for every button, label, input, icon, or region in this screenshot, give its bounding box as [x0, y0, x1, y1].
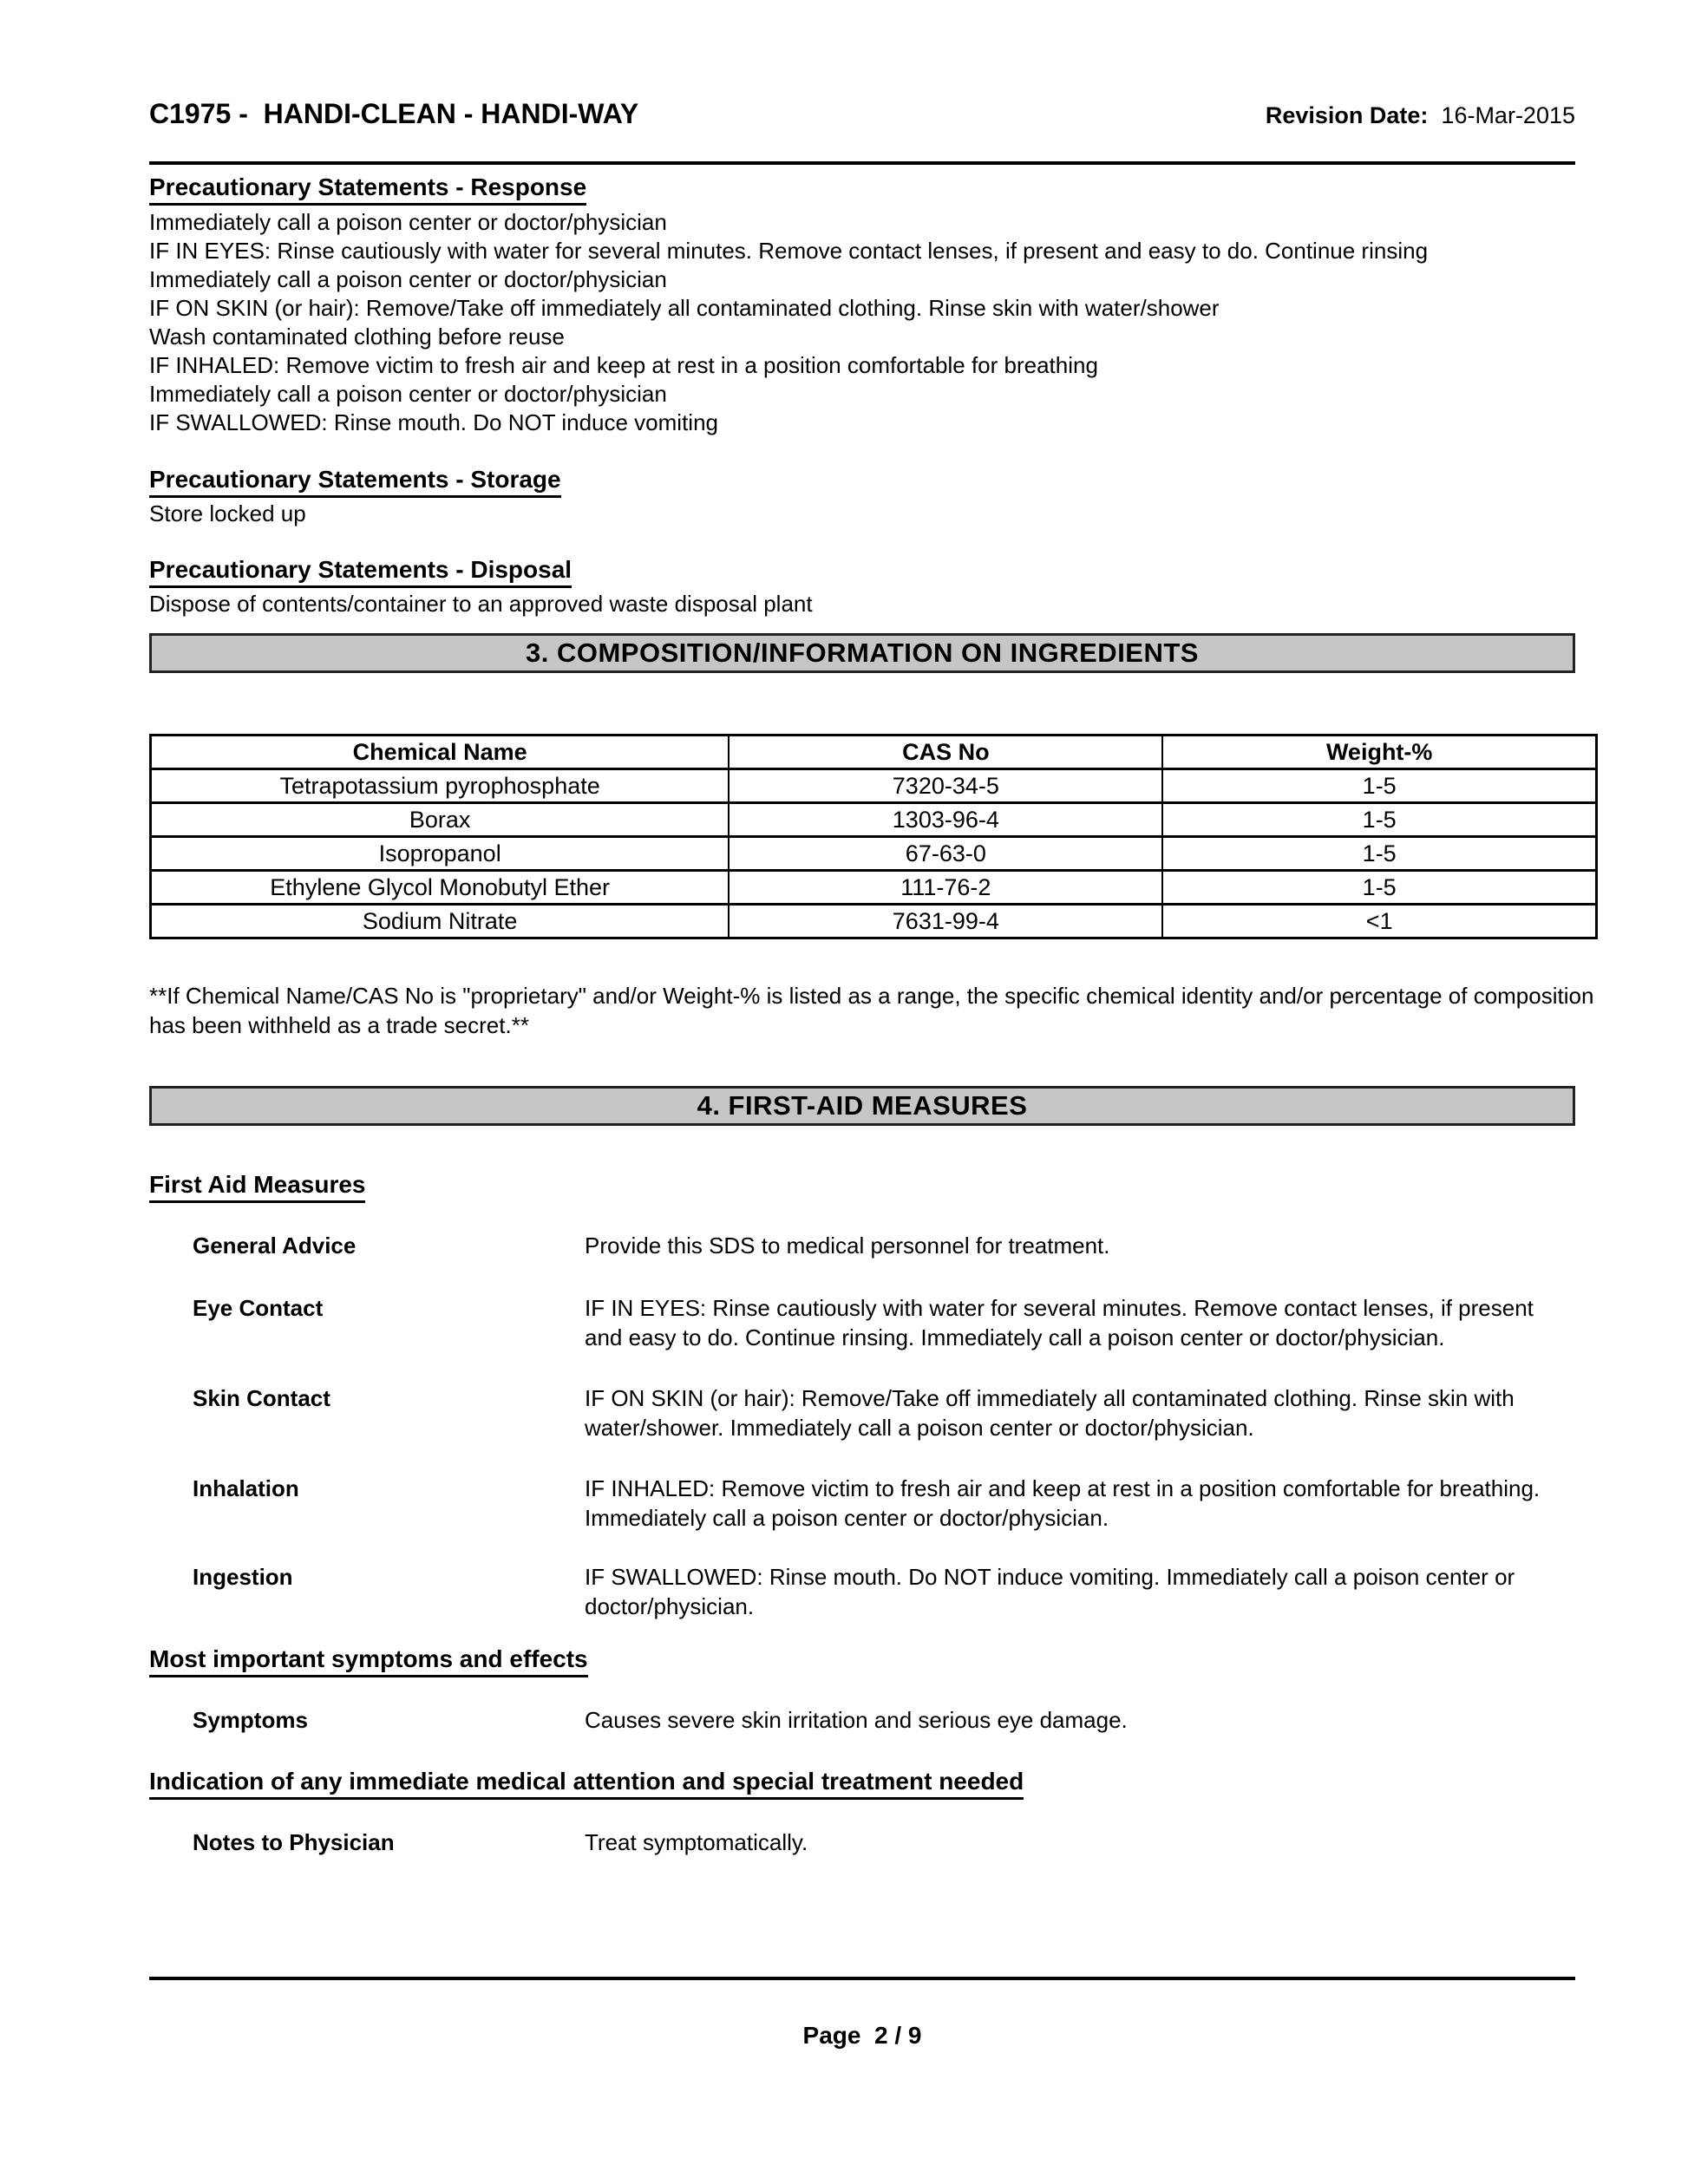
response-line: Immediately call a poison center or doctor/physician	[149, 381, 667, 407]
cell-cas-no: 111-76-2	[729, 871, 1162, 905]
cell-cas-no: 7631-99-4	[729, 905, 1162, 938]
notes-to-physician-item	[149, 1828, 1575, 1857]
cell-chemical-name: Tetrapotassium pyrophosphate	[151, 769, 730, 803]
item-label: Skin Contact	[193, 1385, 330, 1411]
response-heading: Precautionary Statements - Response	[149, 173, 586, 206]
response-line: IF IN EYES: Rinse cautiously with water for several minutes. Remove contact lenses, if present and easy to do. Continue rinsing	[149, 238, 1429, 264]
cell-chemical-name: Ethylene Glycol Monobutyl Ether	[151, 871, 730, 905]
table-row	[151, 769, 1597, 803]
first-aid-item-inhalation	[149, 1474, 1575, 1533]
cell-weight: <1	[1162, 905, 1596, 938]
header-rule	[149, 161, 1575, 165]
item-label: Symptoms	[193, 1707, 308, 1733]
cell-weight: 1-5	[1162, 837, 1596, 871]
indication-heading-row	[149, 1768, 1575, 1800]
table-header-row	[151, 736, 1597, 769]
response-line: IF SWALLOWED: Rinse mouth. Do NOT induce vomiting	[149, 409, 718, 435]
item-text: IF IN EYES: Rinse cautiously with water for several minutes. Remove contact lenses, if present and easy to do. Continue rinsing. Immediately call a poison center or doctor/physician.	[585, 1295, 1534, 1350]
revision-date-spacer	[1428, 102, 1441, 128]
first-aid-item-eye-contact	[149, 1293, 1575, 1352]
cell-weight: 1-5	[1162, 871, 1596, 905]
item-label: Eye Contact	[193, 1295, 324, 1321]
table-row	[151, 803, 1597, 837]
cell-weight: 1-5	[1162, 803, 1596, 837]
cell-cas-no: 7320-34-5	[729, 769, 1162, 803]
table-row	[151, 871, 1597, 905]
cell-weight: 1-5	[1162, 769, 1596, 803]
document-header	[149, 97, 1575, 132]
revision-date-value: 16-Mar-2015	[1441, 102, 1575, 128]
symptoms-heading-row	[149, 1645, 1575, 1677]
storage-heading: Precautionary Statements - Storage	[149, 466, 561, 498]
response-heading-row	[149, 173, 1575, 206]
product-title: C1975 - HANDI-CLEAN - HANDI-WAY	[149, 98, 639, 129]
page-number: Page 2 / 9	[802, 2022, 922, 2049]
ingredients-table	[149, 734, 1598, 939]
column-header-weight: Weight-%	[1162, 736, 1596, 769]
revision-date-label: Revision Date:	[1265, 102, 1429, 128]
symptoms-heading: Most important symptoms and effects	[149, 1645, 588, 1677]
item-label: Inhalation	[193, 1475, 299, 1501]
table-row	[151, 905, 1597, 938]
response-statements	[149, 208, 1615, 437]
symptoms-item	[149, 1705, 1575, 1735]
cell-cas-no: 67-63-0	[729, 837, 1162, 871]
item-label: Ingestion	[193, 1564, 293, 1590]
table-row	[151, 837, 1597, 871]
column-header-cas-no: CAS No	[729, 736, 1162, 769]
disposal-statement: Dispose of contents/container to an approved waste disposal plant	[149, 591, 813, 617]
disposal-heading: Precautionary Statements - Disposal	[149, 556, 572, 588]
disposal-heading-row	[149, 556, 1575, 588]
response-line: Wash contaminated clothing before reuse	[149, 324, 565, 350]
item-text: IF ON SKIN (or hair): Remove/Take off immediately all contaminated clothing. Rinse skin with water/shower. Immediately call a poison center or doctor/physician.	[585, 1385, 1515, 1441]
storage-heading-row	[149, 466, 1575, 498]
response-line: IF ON SKIN (or hair): Remove/Take off immediately all contaminated clothing. Rinse skin with water/shower	[149, 295, 1220, 321]
first-aid-item-general-advice	[149, 1231, 1575, 1260]
item-text: IF INHALED: Remove victim to fresh air and keep at rest in a position comfortable for breathing. Immediately call a poison center or doctor/physician.	[585, 1475, 1541, 1531]
first-aid-item-skin-contact	[149, 1383, 1575, 1442]
footer-rule	[149, 1977, 1575, 1980]
first-aid-heading: First Aid Measures	[149, 1171, 365, 1203]
indication-heading: Indication of any immediate medical attention and special treatment needed	[149, 1768, 1024, 1800]
response-line: Immediately call a poison center or doctor/physician	[149, 209, 667, 235]
item-text: Treat symptomatically.	[585, 1829, 808, 1855]
cell-chemical-name: Isopropanol	[151, 837, 730, 871]
section-4-banner: 4. FIRST-AID MEASURES	[149, 1086, 1575, 1126]
cell-chemical-name: Sodium Nitrate	[151, 905, 730, 938]
item-label: General Advice	[193, 1233, 357, 1259]
first-aid-heading-row	[149, 1171, 1575, 1203]
item-text: Causes severe skin irritation and serious eye damage.	[585, 1707, 1128, 1733]
item-text: Provide this SDS to medical personnel for treatment.	[585, 1233, 1110, 1259]
response-line: IF INHALED: Remove victim to fresh air and keep at rest in a position comfortable for breathing	[149, 352, 1098, 378]
trade-secret-disclaimer: **If Chemical Name/CAS No is "proprietary" and/or Weight-% is listed as a range, the specific chemical identity and/or percentage of composition has been withheld as a trade secret.**	[149, 983, 1594, 1038]
section-3-banner: 3. COMPOSITION/INFORMATION ON INGREDIENTS	[149, 633, 1575, 673]
cell-cas-no: 1303-96-4	[729, 803, 1162, 837]
response-line: Immediately call a poison center or doctor/physician	[149, 266, 667, 292]
cell-chemical-name: Borax	[151, 803, 730, 837]
item-text: IF SWALLOWED: Rinse mouth. Do NOT induce vomiting. Immediately call a poison center or doctor/physician.	[585, 1564, 1515, 1619]
first-aid-item-ingestion	[149, 1562, 1575, 1621]
storage-statement: Store locked up	[149, 500, 306, 526]
column-header-chemical-name: Chemical Name	[151, 736, 730, 769]
item-label: Notes to Physician	[193, 1829, 395, 1855]
revision-date	[1266, 99, 1575, 132]
